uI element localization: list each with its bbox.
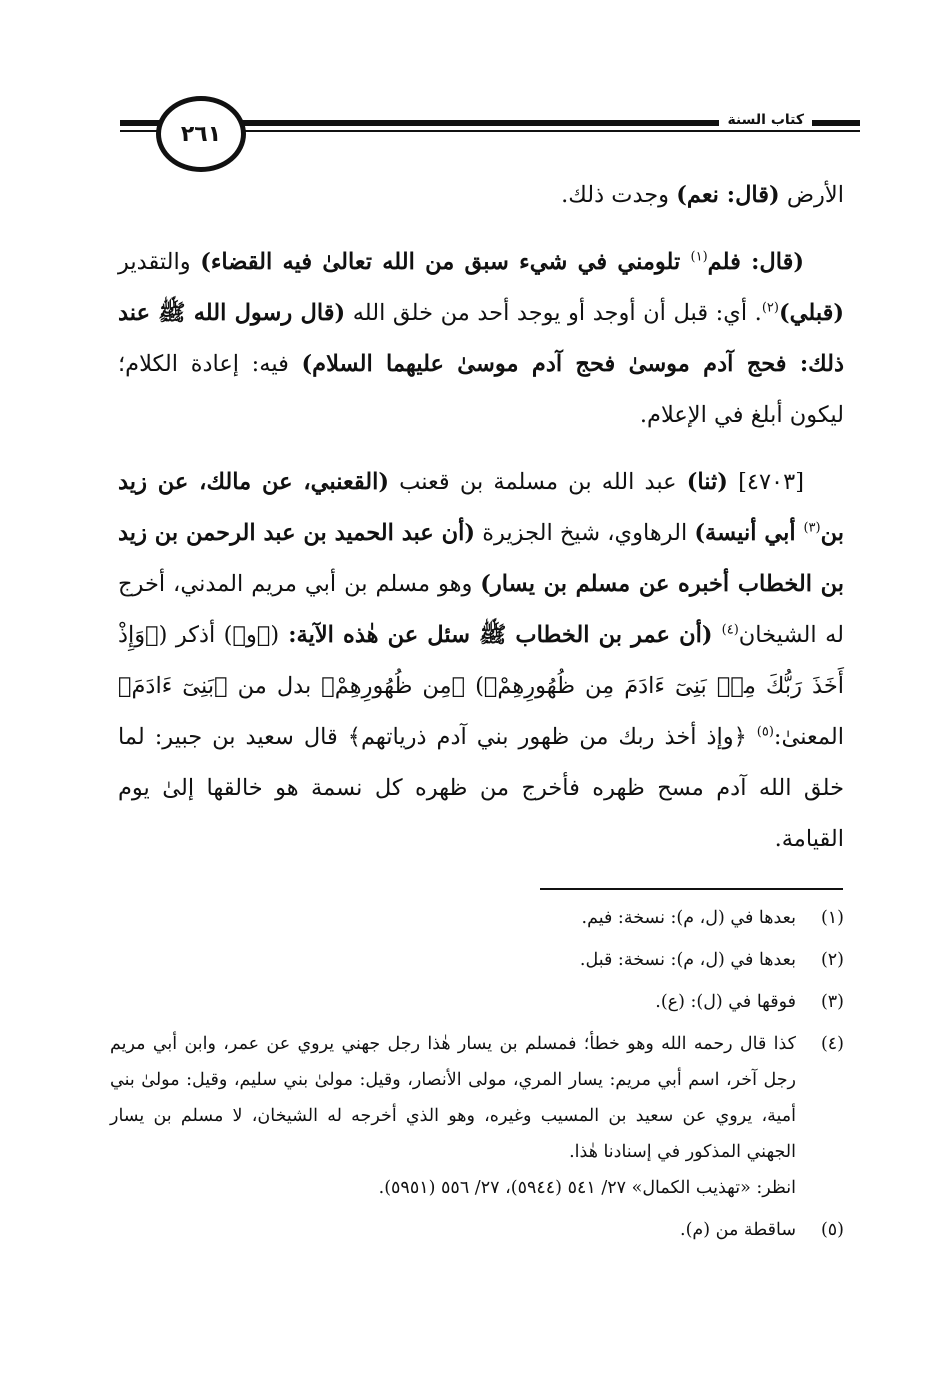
footnote-ref: (٢) (761, 300, 779, 316)
text-run: وجدت ذلك. (561, 182, 677, 208)
footnote-line: ساقطة من (م). (680, 1220, 796, 1240)
footnote-text (110, 1212, 796, 1248)
paragraph-3 (118, 457, 844, 865)
footnote-line: فوقها في (ل): (ع). (655, 992, 796, 1012)
text-run: الرهاوي، شيخ الجزيرة (475, 520, 695, 546)
bold-run: (قال: فلم (707, 249, 804, 275)
text-run: . أي: قبل أن أوجد أو يوجد أحد من خلق الله (345, 300, 762, 326)
bold-run: (القعنبي، عن مالك، عن زيد بن (118, 469, 844, 546)
text-run: والتقدير (118, 249, 201, 275)
footnote-text (110, 1026, 796, 1206)
footnote-ref: (٥) (756, 724, 774, 740)
footnote-ref: (٣) (803, 520, 821, 536)
text-run: ﴿وإذ أخذ ربك من ظهور بني آدم ذرياتهم﴾ قال سعيد بن جبير: لما خلق الله آدم مسح ظهره فأخرج من ظهره كل نسمة هو خالقها إلىٰ يوم القيامة. (118, 724, 844, 852)
header-rule-right-thin (240, 130, 860, 132)
footnote-text (110, 984, 796, 1020)
text-run: الأرض (779, 182, 844, 208)
bold-run: تلومني في شيء سبق من الله تعالىٰ فيه القضاء) (200, 249, 691, 275)
bold-run: (ثنا) (686, 469, 728, 495)
text-run: (﴿و﴾) أذكر (﴿وَإِذْ أَخَذَ رَبُّكَ مِنۢ بَنِىٓ ءَادَمَ مِن ظُهُورِهِمْ﴾) ﴿مِن ظُهُورِهِمْ﴾ بدل من ﴿بَنِىٓ ءَادَمَ﴾ المعنىٰ: (118, 622, 844, 750)
footnote-2 (110, 942, 844, 978)
bold-run: (قال: نعم) (676, 182, 780, 208)
footnote-1 (110, 900, 844, 936)
footnote-ref: (١) (690, 249, 708, 265)
header-rule-left-thin (120, 130, 160, 132)
hadith-number: [٤٧٠٣] (727, 469, 804, 495)
footnote-number: (٥) (820, 1220, 844, 1240)
footnote-line: كذا قال رحمه الله وهو خطأ؛ فمسلم بن يسار هٰذا رجل جهني يروي عن عمر، وابن أبي مريم رجل آخر، اسم أبي مريم: يسار المري، مولى الأنصار، وقيل: مولىٰ بني سليم، وقيل: مولىٰ بني أمية، يروي عن سعيد بن المسيب وغيره، وهو الذي أخرجه له الشيخان، لا مسلم بن يسار الجهني المذكور في إسنادنا هٰذا. (110, 1034, 796, 1162)
header-rule-left-thick (120, 120, 160, 126)
footnote-line: بعدها في (ل، م): نسخة: قبل. (579, 950, 796, 970)
paragraph-1 (118, 170, 844, 221)
main-text (118, 170, 844, 881)
footnotes (110, 900, 844, 1254)
footnote-number: (١) (820, 908, 844, 928)
footnote-number: (٤) (820, 1034, 844, 1054)
page-header (120, 84, 860, 180)
paragraph-2 (118, 237, 844, 441)
bold-run: (أن عبد الحميد بن عبد الرحمن بن زيد بن الخطاب أخبره عن مسلم بن يسار) (118, 520, 844, 597)
bold-run: (قال رسول الله ﷺ عند ذلك: فحج آدم موسىٰ فحج آدم موسىٰ عليهما السلام) (118, 300, 844, 377)
footnote-separator (540, 888, 843, 890)
footnote-line: انظر: «تهذيب الكمال» ٢٧/ ٥٤١ (٥٩٤٤)، ٢٧/ ٥٥٦ (٥٩٥١). (378, 1178, 796, 1198)
footnote-4 (110, 1026, 844, 1206)
text-run: فيه: إعادة الكلام؛ ليكون أبلغ في الإعلام. (118, 351, 844, 428)
bold-run: (قبلي) (778, 300, 845, 326)
bold-run: (أن عمر بن الخطاب ﷺ سئل عن هٰذه الآية: (279, 622, 722, 648)
footnote-text (110, 942, 796, 978)
footnote-number: (٣) (820, 992, 844, 1012)
footnote-3 (110, 984, 844, 1020)
page-number: ٢٦١ (156, 96, 246, 172)
running-title: كتاب السنة (719, 110, 812, 130)
footnote-line: بعدها في (ل، م): نسخة: فيم. (581, 908, 796, 928)
footnote-text (110, 900, 796, 936)
text-run: وهو مسلم بن أبي مريم المدني، أخرج له الشيخان (118, 571, 844, 648)
text-run: عبد الله بن مسلمة بن قعنب (389, 469, 687, 495)
footnote-5 (110, 1212, 844, 1248)
bold-run: أبي أنيسة) (694, 520, 804, 546)
footnote-ref: (٤) (721, 622, 739, 638)
footnote-number: (٢) (820, 950, 844, 970)
